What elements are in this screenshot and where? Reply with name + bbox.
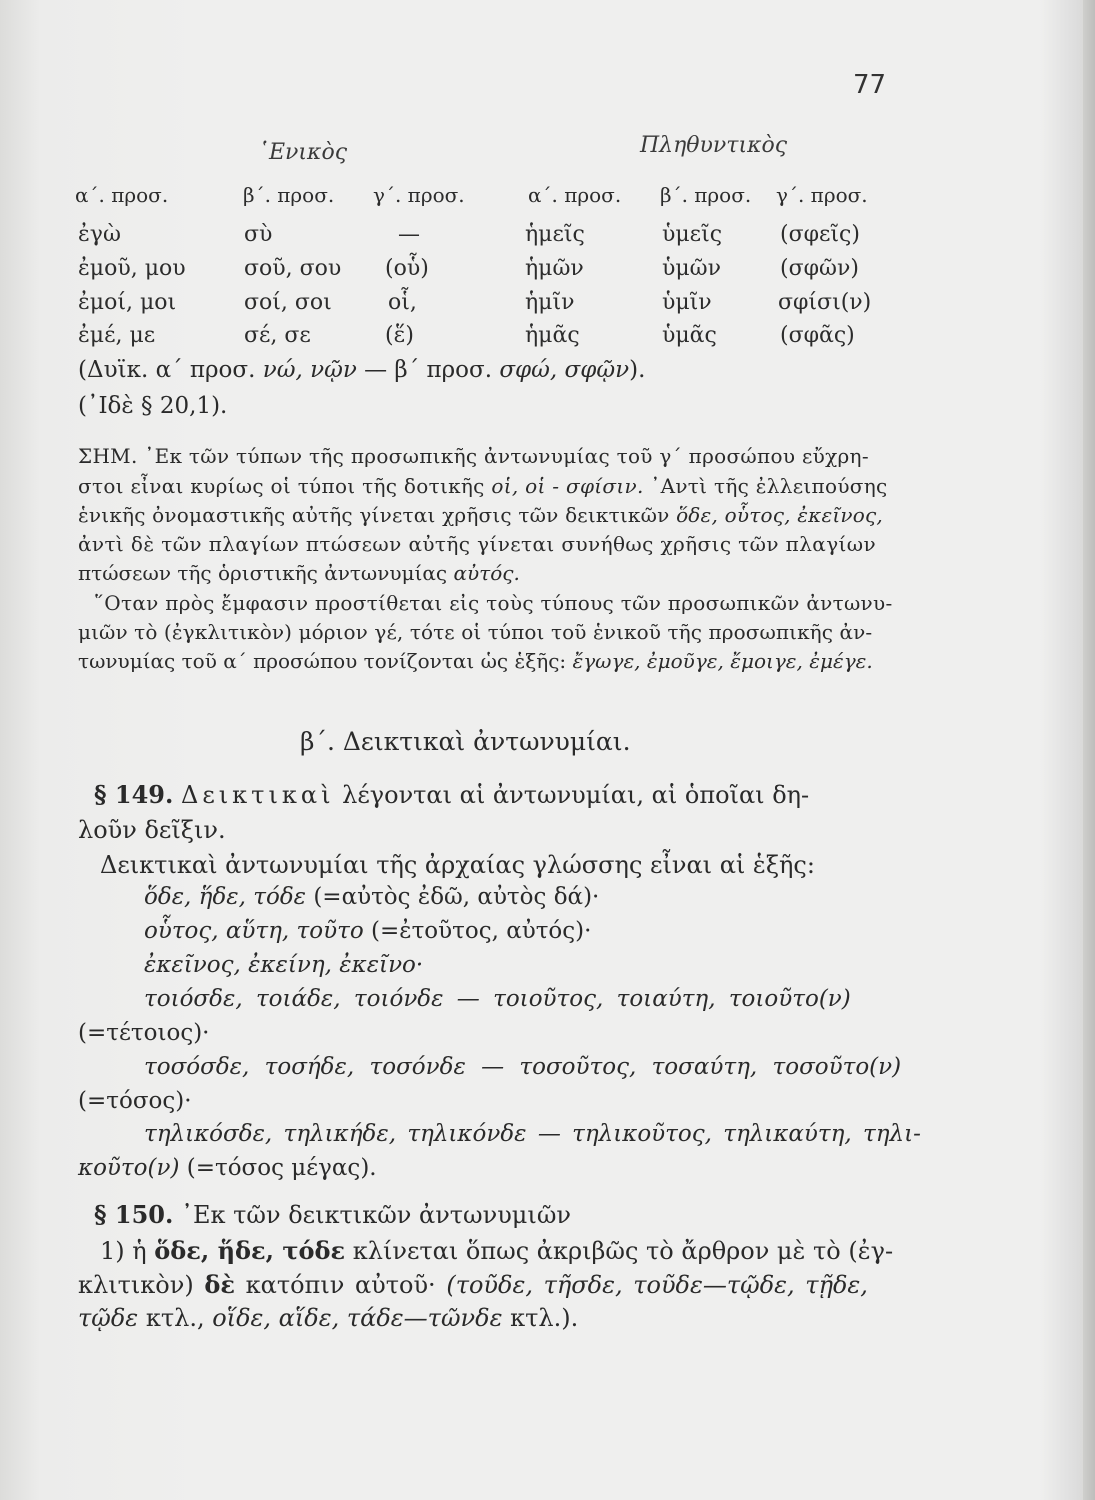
- example-line: κοῦτο(ν) (=τόσος μέγας).: [78, 1155, 377, 1181]
- table-cell: ἐμοῦ, μου: [78, 256, 186, 281]
- table-cell: οἷ,: [388, 290, 417, 315]
- table-cell: (ἕ): [385, 323, 414, 348]
- note-line: ῞Οταν πρὸς ἔμφασιν προστίθεται εἰς τοὺς τύπους τῶν προσωπικῶν ἀντωνυ-: [94, 591, 893, 615]
- col-header-6: γ΄. προσ.: [776, 183, 868, 207]
- table-cell: (οὗ): [385, 256, 429, 281]
- table-cell: (σφᾶς): [780, 323, 855, 348]
- table-cell: ὑμῶν: [662, 256, 721, 281]
- note-line: ΣΗΜ. ᾿Εκ τῶν τύπων τῆς προσωπικῆς ἀντωνυμίας τοῦ γ΄ προσώπου εὔχρη-: [78, 444, 869, 468]
- example-line: (=τόσος)·: [78, 1088, 192, 1114]
- col-header-4: α΄. προσ.: [528, 183, 622, 207]
- table-cell: ὑμῖν: [662, 290, 712, 315]
- col-header-1: α΄. προσ.: [75, 183, 169, 207]
- table-cell: σέ, σε: [244, 323, 311, 348]
- paragraph-line: κλιτικὸν) δὲ κατόπιν αὐτοῦ· (τοῦδε, τῆσδε, τοῦδε—τῷδε, τῇδε,: [78, 1270, 868, 1299]
- note-line: ἀντὶ δὲ τῶν πλαγίων πτώσεων αὐτῆς γίνεται συνήθως χρῆσις τῶν πλαγίων: [78, 532, 877, 556]
- table-cell: ἡμῶν: [525, 256, 584, 281]
- col-header-3: γ΄. προσ.: [373, 183, 465, 207]
- example-line: ἐκεῖνος, ἐκείνη, ἐκεῖνο·: [144, 952, 424, 978]
- paragraph-line: Δεικτικαὶ ἀντωνυμίαι τῆς ἀρχαίας γλώσσης εἶναι αἱ ἑξῆς:: [100, 851, 815, 879]
- table-cell: σὺ: [244, 222, 273, 247]
- note-line: ἑνικῆς ὀνομαστικῆς αὐτῆς γίνεται χρῆσις τῶν δεικτικῶν ὅδε, οὗτος, ἐκεῖνος,: [78, 503, 883, 527]
- table-cell: ὑμεῖς: [662, 222, 723, 247]
- header-singular: ῾Ενικὸς: [258, 140, 348, 165]
- table-cell: ἡμῖν: [525, 290, 575, 315]
- header-plural: Πληθυντικὸς: [640, 133, 788, 158]
- table-cell: ἡμεῖς: [525, 222, 585, 247]
- paragraph-149: § 149. Δεικτικαὶ λέγονται αἱ ἀντωνυμίαι, αἱ ὁποῖαι δη-: [94, 780, 810, 809]
- paragraph-150: § 150. ᾿Εκ τῶν δεικτικῶν ἀντωνυμιῶν: [94, 1200, 571, 1229]
- page-edge: [1083, 0, 1095, 1500]
- section-title: β΄. Δεικτικαὶ ἀντωνυμίαι.: [300, 727, 631, 756]
- example-line: ὅδε, ἥδε, τόδε (=αὐτὸς ἐδῶ, αὐτὸς δά)·: [144, 884, 600, 910]
- table-cell: (σφῶν): [780, 256, 859, 281]
- note-line: στοι εἶναι κυρίως οἱ τύποι τῆς δοτικῆς οἱ, οἱ - σφίσιν. ᾿Αντὶ τῆς ἐλλειπούσης: [78, 474, 888, 498]
- example-line: (=τέτοιος)·: [78, 1020, 210, 1046]
- table-cell: σοῦ, σου: [244, 256, 342, 281]
- table-cell: (σφεῖς): [780, 222, 860, 247]
- paragraph-line: τῷδε κτλ., οἵδε, αἵδε, τάδε—τῶνδε κτλ.).: [78, 1304, 579, 1332]
- example-line: τοσόσδε, τοσήδε, τοσόνδε — τοσοῦτος, τοσαύτη, τοσοῦτο(ν): [144, 1054, 902, 1080]
- table-cell: —: [398, 222, 420, 247]
- note-line: πτώσεων τῆς ὁριστικῆς ἀντωνυμίας αὐτός.: [78, 561, 520, 585]
- table-cell: ἐγὼ: [78, 222, 121, 247]
- example-line: τηλικόσδε, τηλικήδε, τηλικόνδε — τηλικοῦτος, τηλικαύτη, τηλι-: [144, 1121, 921, 1147]
- table-cell: ἐμέ, με: [78, 323, 156, 348]
- table-cell: σοί, σοι: [244, 290, 332, 315]
- paragraph-line: λοῦν δεῖξιν.: [78, 816, 226, 844]
- table-cell: ἐμοί, μοι: [78, 290, 177, 315]
- note-line: τωνυμίας τοῦ α΄ προσώπου τονίζονται ὡς ἑξῆς: ἔγωγε, ἐμοῦγε, ἔμοιγε, ἐμέγε.: [78, 649, 873, 673]
- table-cell: σφίσι(ν): [778, 290, 872, 315]
- page-number: 77: [853, 70, 887, 100]
- col-header-5: β΄. προσ.: [660, 183, 752, 207]
- table-cell: ἡμᾶς: [525, 323, 580, 348]
- note-line: μιῶν τὸ (ἐγκλιτικὸν) μόριον γέ, τότε οἱ τύποι τοῦ ἑνικοῦ τῆς προσωπικῆς ἀν-: [78, 620, 873, 644]
- col-header-2: β΄. προσ.: [243, 183, 335, 207]
- table-cell: ὑμᾶς: [662, 323, 717, 348]
- dual-line: (Δυϊκ. α΄ προσ. νώ, νῷν — β΄ προσ. σφώ, σφῷν).: [78, 357, 646, 383]
- example-line: οὗτος, αὕτη, τοῦτο (=ἐτοῦτος, αὐτός)·: [144, 918, 592, 944]
- paragraph-line: 1) ἡ ὅδε, ἥδε, τόδε κλίνεται ὅπως ἀκριβῶς τὸ ἄρθρον μὲ τὸ (ἐγ-: [100, 1236, 894, 1265]
- see-reference: (᾿Ιδὲ § 20,1).: [78, 393, 228, 419]
- example-line: τοιόσδε, τοιάδε, τοιόνδε — τοιοῦτος, τοιαύτη, τοιοῦτο(ν): [144, 986, 851, 1012]
